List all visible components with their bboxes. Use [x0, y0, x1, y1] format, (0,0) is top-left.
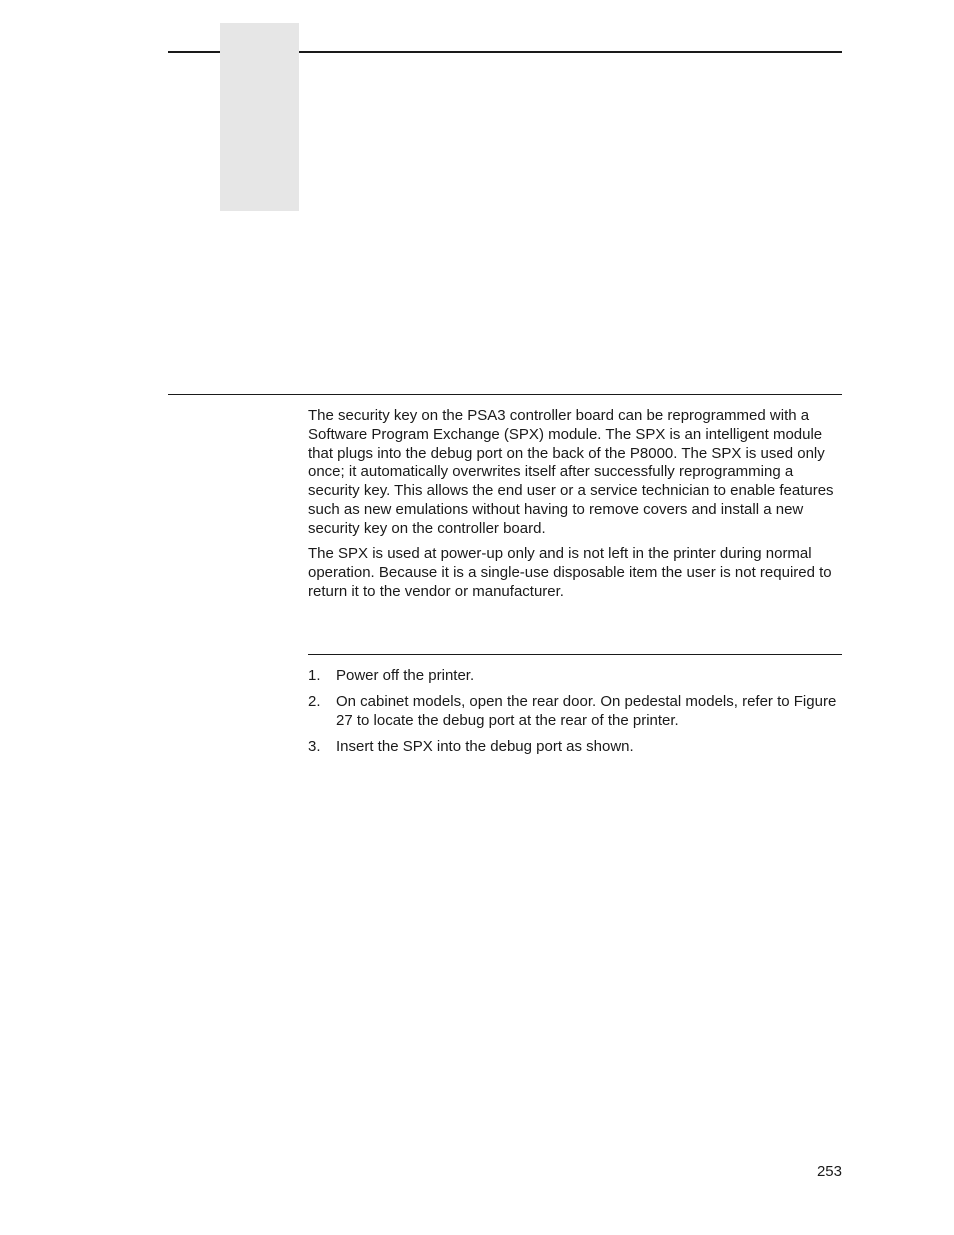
section-divider: [168, 394, 842, 395]
procedure-steps: [308, 667, 844, 765]
step-number: 3.: [308, 738, 321, 756]
header-rule-right: [299, 51, 842, 53]
usage-paragraph: The SPX is used at power-up only and is not left in the printer during normal operation. Because it is a single-use disposable item the user is not required to return it to the vendor or manufacturer.: [308, 545, 832, 600]
step-text: Insert the SPX into the debug port as shown.: [336, 738, 634, 756]
step-item: [308, 693, 844, 731]
step-number: 1.: [308, 667, 321, 684]
step-text: Power off the printer.: [336, 667, 475, 684]
step-item: [308, 667, 844, 686]
intro-paragraph: The security key on the PSA3 controller board can be reprogrammed with a Software Program Exchange (SPX) module. The SPX is an intelligent module that plugs into the debug port on the back of the P8000. The SPX is used only once; it automatically overwrites itself after successfully reprogramming a security key. This allows the end user or a service technician to enable features such as new emulations without having to remove covers and install a new security key on the controller board.: [308, 407, 834, 537]
subsection-divider: [308, 654, 842, 655]
page-number: 253: [816, 1163, 842, 1180]
step-item: [308, 738, 844, 757]
step-text: On cabinet models, open the rear door. On pedestal models, refer to Figure 27 to locate the debug port at the rear of the printer.: [336, 693, 837, 730]
step-number: 2.: [308, 693, 321, 711]
header-rule-left: [168, 51, 220, 53]
chapter-tab: [220, 23, 299, 211]
